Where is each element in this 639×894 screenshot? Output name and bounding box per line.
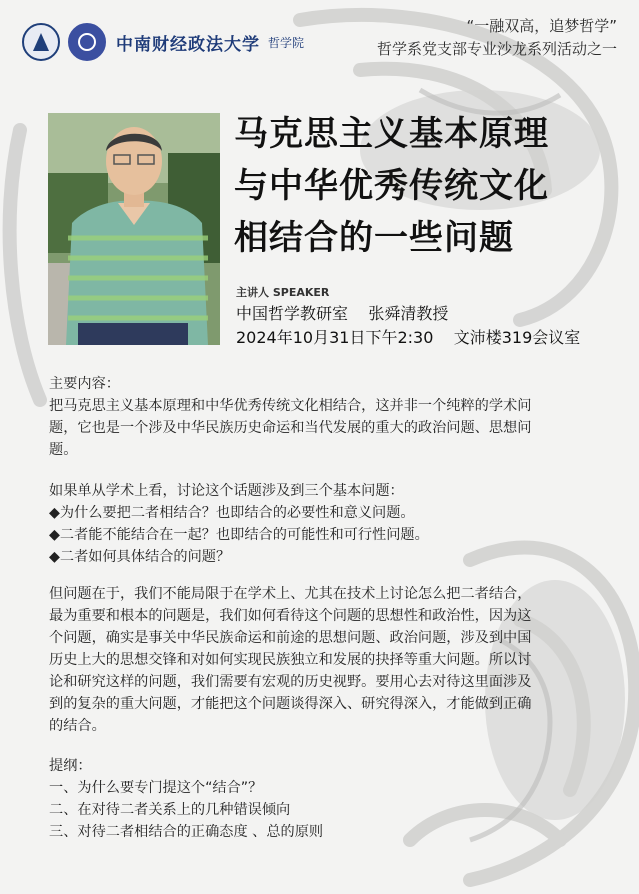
questions-lead: 如果单从学术上看，讨论这个话题涉及到三个基本问题： xyxy=(49,483,404,499)
argument-line: 最为重要和根本的问题是，我们如何看待这个问题的思想性和政治性，因为这 xyxy=(49,608,532,624)
title-line: 与中华优秀传统文化 xyxy=(234,166,549,206)
argument-line: 个问题，确实是事关中华民族命运和前途的思想问题、政治问题，涉及到中国 xyxy=(49,630,532,646)
intro-line: 把马克思主义基本原理和中华优秀传统文化相结合，这并非一个纯粹的学术问 xyxy=(49,398,532,414)
series-title: 哲学系党支部专业沙龙系列活动之一 xyxy=(376,40,617,58)
outline-item: 三、对待二者相结合的正确态度 、总的原则 xyxy=(49,824,324,840)
intro-line: 题，它也是一个涉及中华民族历史命运和当代发展的重大的政治问题、思想问 xyxy=(49,420,532,436)
lecture-title xyxy=(234,108,614,264)
argument-line: 的结合。 xyxy=(49,718,106,734)
school-emblem-icon xyxy=(68,23,106,61)
speaker-tag: 主讲人 SPEAKER xyxy=(236,286,330,299)
question-item: ◆为什么要把二者相结合？也即结合的必要性和意义问题。 xyxy=(49,505,415,521)
university-emblem-icon xyxy=(22,23,60,61)
argument-line: 但问题在于，我们不能局限于在学术上、尤其在技术上讨论怎么把二者结合， xyxy=(49,586,532,602)
argument-line: 到的复杂的重大问题，才能把这个问题谈得深入、研究得深入，才能做到正确 xyxy=(49,696,532,712)
slogan: “一融双高，追梦哲学” xyxy=(466,17,617,35)
intro-line: 题。 xyxy=(49,442,78,458)
question-item: ◆二者如何具体结合的问题？ xyxy=(49,549,231,565)
outline-item: 二、在对待二者关系上的几种错误倾向 xyxy=(49,802,291,818)
title-line: 马克思主义基本原理 xyxy=(234,114,549,154)
speaker-info: 中国哲学教研室 张舜清教授 xyxy=(236,304,449,323)
header-logos xyxy=(22,22,304,62)
argument-line: 论和研究这样的问题，我们需要有宏观的历史视野。要用心去对待这里面涉及 xyxy=(49,674,532,690)
title-line: 相结合的一些问题 xyxy=(234,218,514,258)
question-item: ◆二者能不能结合在一起？也即结合的可能性和可行性问题。 xyxy=(49,527,429,543)
intro-section xyxy=(49,373,594,461)
outline-heading: 提纲： xyxy=(49,758,92,774)
department-name: 哲学院 xyxy=(268,35,305,50)
university-name: 中南财经政法大学 xyxy=(116,34,260,55)
argument-line: 历史上大的思想交锋和对如何实现民族独立和发展的抉择等重大问题。所以讨 xyxy=(49,652,532,668)
argument-section xyxy=(49,583,594,737)
outline-section xyxy=(49,755,594,843)
outline-item: 一、为什么要专门提这个“结合”？ xyxy=(49,780,263,796)
main-heading: 主要内容： xyxy=(49,376,120,392)
speaker-photo xyxy=(48,113,220,345)
questions-section xyxy=(49,480,594,568)
time-place: 2024年10月31日下午2:30 文沛楼319会议室 xyxy=(236,328,581,347)
